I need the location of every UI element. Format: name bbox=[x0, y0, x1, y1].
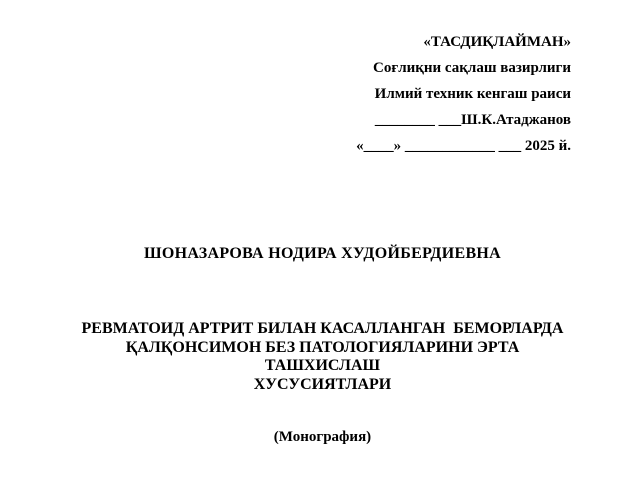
approval-line-ministry: Соғлиқни сақлаш вазирлиги bbox=[373, 60, 571, 76]
approval-line-council-chair: Илмий техник кенгаш раиси bbox=[374, 86, 571, 102]
document-title-line: ХУСУСИЯТЛАРИ bbox=[253, 375, 392, 393]
document-type-label: (Монография) bbox=[273, 429, 372, 445]
document-title-line: ҚАЛҚОНСИМОН БЕЗ ПАТОЛОГИЯЛАРИНИ ЭРТА ТАШХИСЛАШ bbox=[125, 338, 524, 374]
approval-line-date: «____» ____________ ___ 2025 й. bbox=[356, 138, 571, 154]
document-title-line: РЕВМАТОИД АРТРИТ БИЛАН КАСАЛЛАНГАН БЕМОРЛАРДА bbox=[81, 320, 564, 337]
approval-line-stamp: «ТАСДИҚЛАЙМАН» bbox=[423, 34, 571, 50]
approval-block bbox=[356, 29, 571, 159]
approval-line-signature: ________ ___Ш.К.Атаджанов bbox=[374, 112, 571, 128]
author-name: ШОНАЗАРОВА НОДИРА ХУДОЙБЕРДИЕВНА bbox=[143, 245, 502, 262]
document-title bbox=[72, 320, 573, 394]
